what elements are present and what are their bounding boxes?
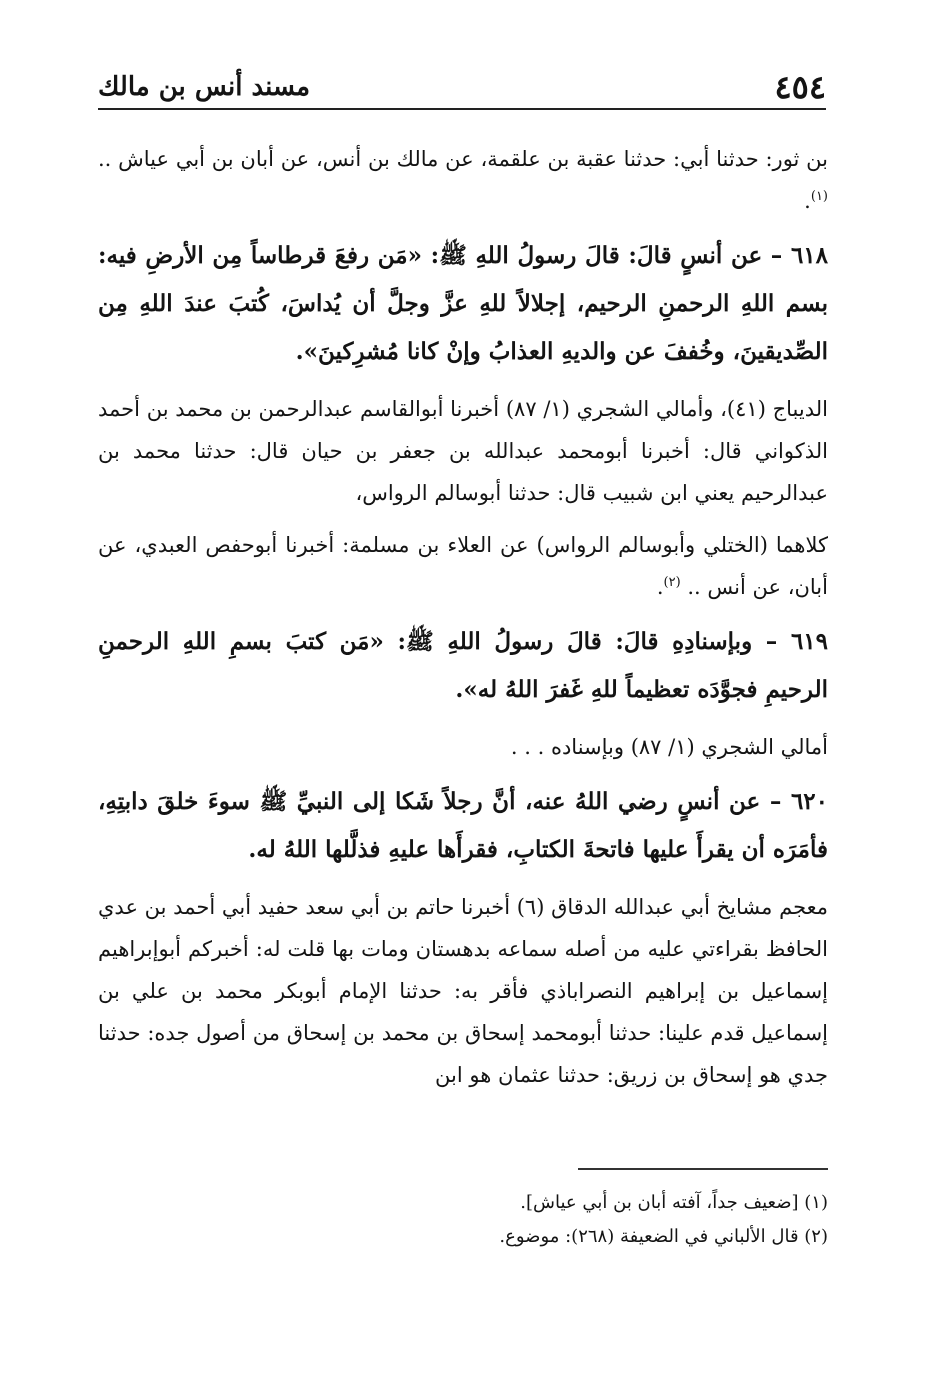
hadith-618 — [98, 232, 828, 376]
hadith-text: – عن أنسٍ قالَ: قالَ رسولُ اللهِ ﷺ: «مَن رفعَ قرطاساً مِن الأرضِ فيه: بسم اللهِ الرحمنِ الرحيم، إجلالاً للهِ عزَّ وجلَّ أن يُداسَ، كُتبَ عندَ اللهِ مِن الصِّديقينَ، وخُففَ عن والديهِ العذابُ وإنْ كانا مُشرِكينَ». — [98, 242, 828, 365]
header-rule — [98, 108, 826, 110]
footnote-1: (١) [ضعيف جداً، آفته أبان بن أبي عياش]. — [520, 1192, 828, 1213]
hadith-number: ٦١٨ — [790, 242, 828, 269]
footnote-ref: (٢) — [663, 575, 681, 590]
footnote-2: (٢) قال الألباني في الضعيفة (٢٦٨): موضوع. — [499, 1226, 828, 1247]
hadith-619 — [98, 618, 828, 714]
footnote-separator — [578, 1168, 828, 1170]
source-paragraph: الديباج (٤١)، وأمالي الشجري (١/ ٨٧) أخبرنا أبوالقاسم عبدالرحمن بن محمد بن أحمد الذكواني قال: أخبرنا أبومحمد عبدالله بن جعفر بن حيان قال: حدثنا محمد بن عبدالرحيم يعني ابن شبيب قال: حدثنا أبوسالم الرواس، — [98, 397, 828, 505]
hadith-620 — [98, 778, 828, 874]
running-header — [98, 66, 826, 110]
source-paragraph: كلاهما (الختلي وأبوسالم الرواس) عن العلاء بن مسلمة: أخبرنا أبوحفص العبدي، عن أبان، عن أنس .. $^{(٢)}$. — [98, 533, 828, 599]
footnotes — [120, 1186, 828, 1254]
hadith-text: – وبإسنادِهِ قالَ: قالَ رسولُ اللهِ ﷺ: «مَن كتبَ بسمِ اللهِ الرحمنِ الرحيمِ فجوَّدَه تعظيماً للهِ غَفرَ اللهُ له». — [98, 628, 828, 703]
source-paragraph: بن ثور: حدثنا أبي: حدثنا عقبة بن علقمة، عن مالك بن أنس، عن أبان بن أبي عياش .. $^{(١)}$. — [98, 147, 828, 213]
hadith-text: – عن أنسٍ رضي اللهُ عنه، أنَّ رجلاً شَكا إلى النبيِّ ﷺ سوءَ خلقَ دابتِهِ، فأمَرَه أن يقرأَ عليها فاتحةَ الكتابِ، فقرأَها عليهِ فذلَّلها اللهُ له. — [98, 788, 828, 863]
footnote-ref: (١) — [810, 189, 828, 204]
hadith-number: ٦٢٠ — [790, 788, 828, 815]
running-title: مسند أنس بن مالك — [98, 72, 311, 102]
source-paragraph: معجم مشايخ أبي عبدالله الدقاق (٦) أخبرنا حاتم بن أبي سعد حفيد أبي أحمد بن عدي الحافظ بقراءتي عليه من أصله سماعه بدهستان ومات بها قلت له: أخبركم أبوإبراهيم إسماعيل بن إبراهيم النصراباذي فأقر به: حدثنا الإمام أبوبكر محمد بن علي بن إسماعيل قدم علينا: حدثنا أبومحمد إسحاق بن محمد بن إسحاق من أصول جده: حدثنا جدي هو إسحاق بن زريق: حدثنا عثمان هو ابن — [98, 895, 829, 1087]
main-text — [98, 138, 828, 1106]
hadith-number: ٦١٩ — [790, 628, 828, 655]
source-paragraph: أمالي الشجري (١/ ٨٧) وبإسناده . . . — [510, 735, 828, 759]
page-number: ٤٥٤ — [774, 68, 826, 106]
